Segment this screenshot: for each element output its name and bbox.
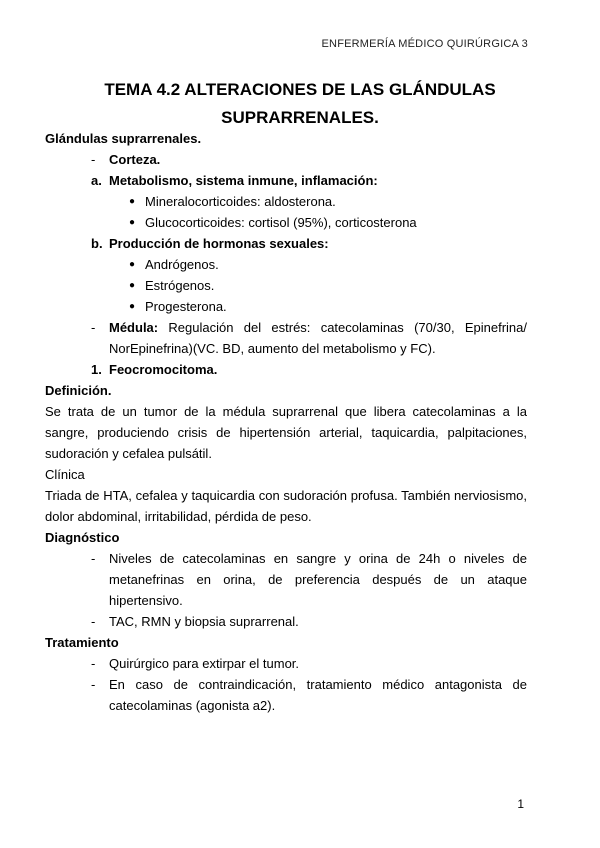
section-heading-glandulas: Glándulas suprarrenales. — [45, 131, 202, 146]
a-label: Metabolismo, sistema inmune, inflamación: — [109, 173, 378, 188]
bullet-text: Mineralocorticoides: aldosterona. — [145, 194, 336, 209]
bullet-icon: ● — [129, 217, 136, 228]
bullet-icon: ● — [129, 280, 136, 291]
letter-marker-a: a. — [91, 173, 102, 188]
bullet-text: Andrógenos. — [145, 257, 219, 272]
bullet-item — [45, 275, 527, 296]
definicion-paragraph: Se trata de un tumor de la médula suprarrenal que libera catecolaminas a la sangre, produciendo crisis de hipertensión arterial, taquicardia, palpitaciones, sudoración y cefalea pulsátil. — [45, 404, 527, 461]
list-item-text: Quirúrgico para extirpar el tumor. — [109, 656, 300, 671]
list-item-text: Niveles de catecolaminas en sangre y orina de 24h o niveles de metanefrinas en orina, de preferencia después de un ataque hipertensivo. — [109, 551, 527, 608]
dash-marker: - — [91, 152, 96, 167]
bullet-text: Glucocorticoides: cortisol (95%), corticosterona — [145, 215, 417, 230]
list-item-text: TAC, RMN y biopsia suprarrenal. — [109, 614, 299, 629]
medula-line-2: NorEpinefrina)(VC. BD, aumento del metabolismo y FC). — [109, 341, 436, 356]
bullet-item — [45, 191, 527, 212]
list-item-corteza — [45, 149, 527, 170]
dash-marker: - — [91, 677, 96, 692]
list-item-1 — [45, 359, 527, 380]
section-heading-diagnostico: Diagnóstico — [45, 530, 120, 545]
dash-marker: - — [91, 614, 96, 629]
document-body — [45, 128, 527, 716]
title-line-2: SUPRARRENALES. — [221, 108, 379, 127]
medula-label: Médula: — [109, 320, 159, 335]
dash-marker: - — [91, 551, 96, 566]
bullet-item — [45, 254, 527, 275]
bullet-text: Progesterona. — [145, 299, 227, 314]
medula-paragraph — [45, 317, 527, 359]
list-item — [45, 611, 527, 632]
bullet-icon: ● — [129, 259, 136, 270]
clinica-paragraph: Triada de HTA, cefalea y taquicardia con sudoración profusa. También nerviosismo, dolor abdominal, irritabilidad, pérdida de peso. — [45, 488, 527, 524]
medula-line-1 — [109, 317, 527, 338]
section-heading-definicion: Definición. — [45, 383, 112, 398]
medula-text-1: Regulación del estrés: catecolaminas (70/30, Epinefrina/ — [168, 320, 527, 335]
list-item-text: En caso de contraindicación, tratamiento médico antagonista de catecolaminas (agonista a2). — [109, 677, 527, 713]
b-label: Producción de hormonas sexuales: — [109, 236, 329, 251]
cortex-label: Corteza. — [109, 152, 161, 167]
running-header: ENFERMERÍA MÉDICO QUIRÚRGICA 3 — [321, 38, 528, 50]
number-marker-1: 1. — [91, 362, 102, 377]
section-heading-tratamiento: Tratamiento — [45, 635, 119, 650]
letter-marker-b: b. — [91, 236, 103, 251]
list-item-b — [45, 233, 527, 254]
list-item-a — [45, 170, 527, 191]
bullet-item — [45, 296, 527, 317]
page-number: 1 — [517, 797, 524, 811]
section-heading-clinica: Clínica — [45, 467, 85, 482]
title-line-1: TEMA 4.2 ALTERACIONES DE LAS GLÁNDULAS — [104, 80, 496, 99]
list-item — [45, 674, 527, 716]
dash-marker: - — [91, 320, 96, 335]
bullet-icon: ● — [129, 196, 136, 207]
bullet-item — [45, 212, 527, 233]
list-item-medula — [45, 317, 527, 359]
dash-marker: - — [91, 656, 96, 671]
bullet-text: Estrógenos. — [145, 278, 215, 293]
page-title — [40, 76, 560, 132]
list-item — [45, 548, 527, 611]
bullet-icon: ● — [129, 301, 136, 312]
list-item — [45, 653, 527, 674]
item1-label: Feocromocitoma. — [109, 362, 218, 377]
